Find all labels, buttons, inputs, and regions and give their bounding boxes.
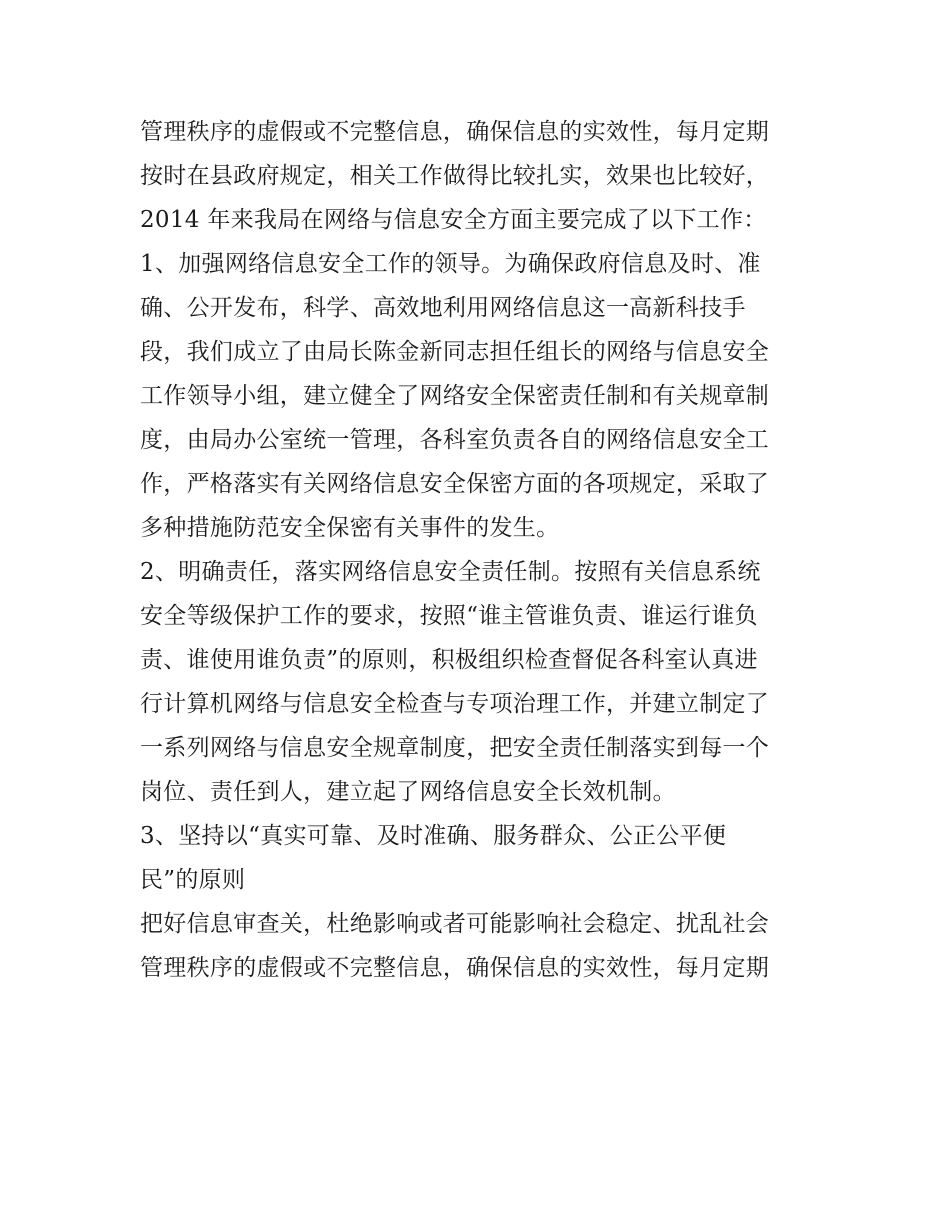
text-line: 一系列网络与信息安全规章制度，把安全责任制落实到每一个 bbox=[140, 735, 770, 761]
text-line: 管理秩序的虚假或不完整信息，确保信息的实效性，每月定期 bbox=[140, 955, 770, 981]
text-line: 工作领导小组，建立健全了网络安全保密责任制和有关规章制 bbox=[140, 383, 770, 409]
text-line: 度，由局办公室统一管理，各科室负责各自的网络信息安全工 bbox=[140, 427, 770, 453]
text-line: 岗位、责任到人，建立起了网络信息安全长效机制。 bbox=[140, 779, 676, 805]
text-line: 把好信息审查关，杜绝影响或者可能影响社会稳定、扰乱社会 bbox=[140, 911, 770, 937]
text-line: 行计算机网络与信息安全检查与专项治理工作，并建立制定了 bbox=[140, 691, 770, 717]
text-line: 安全等级保护工作的要求，按照“谁主管谁负责、谁运行谁负 bbox=[140, 603, 758, 629]
document-body bbox=[140, 110, 830, 990]
text-line: 3、坚持以“真实可靠、及时准确、服务群众、公正公平便 bbox=[140, 823, 727, 849]
text-line: 责、谁使用谁负责”的原则，积极组织检查督促各科室认真进 bbox=[140, 647, 758, 673]
text-line: 管理秩序的虚假或不完整信息，确保信息的实效性，每月定期 bbox=[140, 119, 770, 145]
text-line: 2、明确责任，落实网络信息安全责任制。按照有关信息系统 bbox=[140, 559, 761, 585]
text-line: 确、公开发布，科学、高效地利用网络信息这一高新科技手 bbox=[140, 295, 746, 321]
text-line: 2014 年来我局在网络与信息安全方面主要完成了以下工作： bbox=[140, 207, 767, 233]
text-line: 多种措施防范安全保密有关事件的发生。 bbox=[140, 515, 560, 541]
text-line: 1、加强网络信息安全工作的领导。为确保政府信息及时、准 bbox=[140, 251, 761, 277]
text-line: 按时在县政府规定，相关工作做得比较扎实，效果也比较好， bbox=[140, 163, 770, 189]
text-line: 作，严格落实有关网络信息安全保密方面的各项规定，采取了 bbox=[140, 471, 770, 497]
text-line: 民”的原则 bbox=[140, 867, 246, 893]
text-line: 段，我们成立了由局长陈金新同志担任组长的网络与信息安全 bbox=[140, 339, 770, 365]
